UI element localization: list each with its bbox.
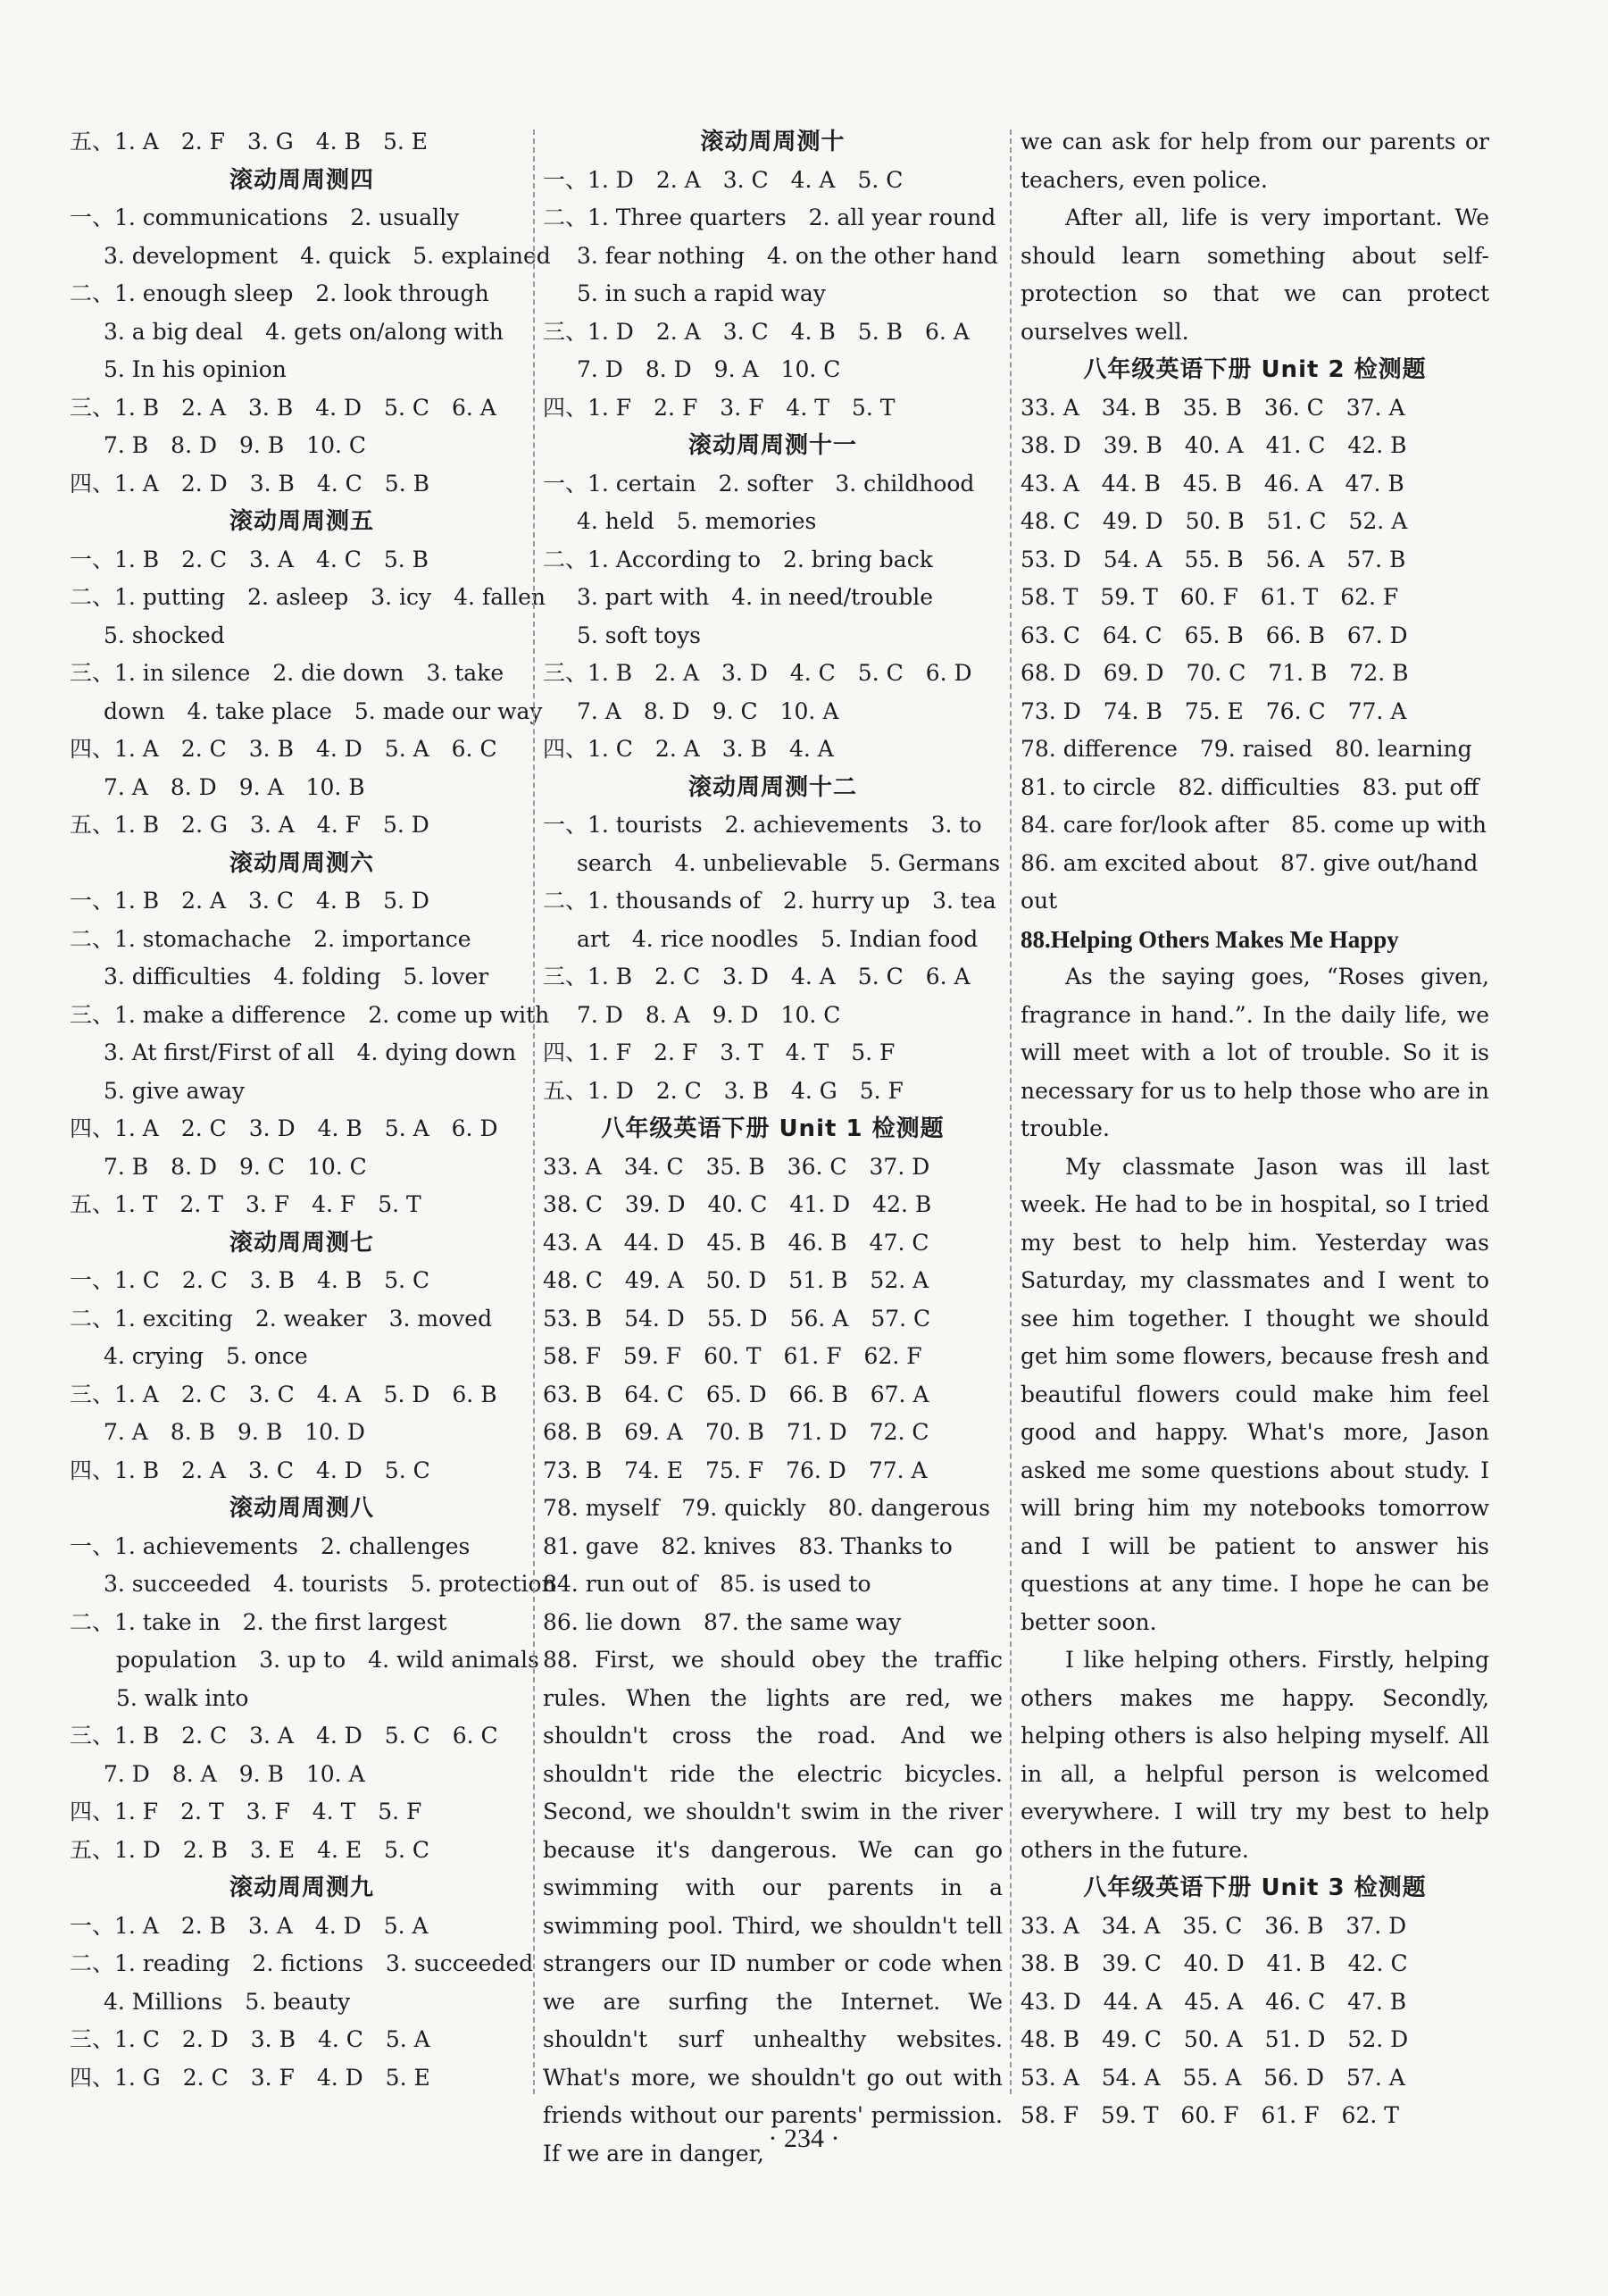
answer-line: 7. D 8. A 9. D 10. C bbox=[577, 1001, 841, 1028]
answer-line: 二、1. stomachache 2. importance bbox=[70, 925, 471, 952]
section-title: 滚动周周测十二 bbox=[687, 773, 857, 801]
section-title: 八年级英语下册 Unit 3 检测题 bbox=[1083, 1874, 1427, 1901]
answer-line: 63. C 64. C 65. B 66. B 67. D bbox=[1021, 622, 1408, 648]
answer-line: 三、1. D 2. A 3. C 4. B 5. B 6. A bbox=[543, 318, 970, 345]
page-number: · 234 · bbox=[768, 2124, 840, 2153]
answer-line: art 4. rice noodles 5. Indian food bbox=[577, 925, 979, 952]
answer-line: 四、1. A 2. D 3. B 4. C 5. B bbox=[70, 470, 429, 497]
answer-line: 73. B 74. E 75. F 76. D 77. A bbox=[543, 1457, 928, 1483]
answer-line: 4. held 5. memories bbox=[577, 508, 817, 534]
answer-line: 33. A 34. A 35. C 36. B 37. D bbox=[1021, 1912, 1407, 1939]
answer-line: 五、1. D 2. C 3. B 4. G 5. F bbox=[543, 1077, 904, 1104]
answer-line: 二、1. putting 2. asleep 3. icy 4. fallen bbox=[70, 584, 546, 610]
section-title: 滚动周周测十一 bbox=[687, 432, 857, 459]
answer-line: 四、1. F 2. F 3. T 4. T 5. F bbox=[543, 1039, 896, 1065]
answer-line: 86. am excited about 87. give out/hand bbox=[1021, 849, 1479, 876]
answer-line: 78. difference 79. raised 80. learning bbox=[1021, 736, 1472, 762]
answer-line: 48. C 49. D 50. B 51. C 52. A bbox=[1021, 508, 1408, 534]
answer-column-middle bbox=[543, 123, 1003, 2173]
answer-line: 58. T 59. T 60. F 61. T 62. F bbox=[1021, 584, 1399, 610]
answer-line: 四、1. F 2. F 3. F 4. T 5. T bbox=[543, 394, 896, 421]
answer-line: 58. F 59. T 60. F 61. F 62. T bbox=[1021, 2102, 1399, 2128]
section-title: 滚动周周测七 bbox=[229, 1229, 374, 1257]
answer-line: 5. soft toys bbox=[577, 622, 701, 648]
answer-line: 5. In his opinion bbox=[104, 356, 287, 382]
essay-paragraph: After all, life is very important. We should learn something about self-protection so that we can protect ourselves well. bbox=[1021, 205, 1489, 345]
answer-line: 5. in such a rapid way bbox=[577, 280, 826, 306]
answer-line: 5. give away bbox=[104, 1077, 245, 1104]
answer-line: 7. D 8. A 9. B 10. A bbox=[104, 1760, 365, 1787]
answer-line: 一、1. B 2. A 3. C 4. B 5. D bbox=[70, 888, 429, 914]
answer-line: 二、1. enough sleep 2. look through bbox=[70, 280, 489, 306]
answer-line: 38. C 39. D 40. C 41. D 42. B bbox=[543, 1191, 932, 1217]
answer-line: 三、1. C 2. D 3. B 4. C 5. A bbox=[70, 2026, 430, 2052]
answer-line: 一、1. C 2. C 3. B 4. B 5. C bbox=[70, 1267, 430, 1293]
answer-line: 3. part with 4. in need/trouble bbox=[577, 584, 934, 610]
answer-line: 一、1. A 2. B 3. A 4. D 5. A bbox=[70, 1912, 429, 1939]
essay-paragraph: As the saying goes, “Roses given, fragrance in hand.”. In the daily life, we will meet with a lot of trouble. So it is necessary for us to help those who are in trouble. bbox=[1021, 964, 1489, 1141]
answer-line: 二、1. exciting 2. weaker 3. moved bbox=[70, 1305, 493, 1332]
section-title: 滚动周周测五 bbox=[229, 508, 374, 535]
answer-line: 68. D 69. D 70. C 71. B 72. B bbox=[1021, 660, 1409, 686]
column-divider bbox=[1010, 129, 1012, 2094]
section-title: 八年级英语下册 Unit 1 检测题 bbox=[601, 1115, 945, 1142]
answer-line: 7. D 8. D 9. A 10. C bbox=[577, 356, 841, 382]
answer-line: 一、1. certain 2. softer 3. childhood bbox=[543, 470, 975, 497]
answer-line: 4. Millions 5. beauty bbox=[104, 1988, 351, 2015]
answer-line: 53. D 54. A 55. B 56. A 57. B bbox=[1021, 546, 1406, 572]
column-divider bbox=[533, 129, 535, 2094]
answer-line: 二、1. reading 2. fictions 3. succeeded bbox=[70, 1950, 534, 1976]
answer-line: 7. A 8. D 9. C 10. A bbox=[577, 697, 839, 724]
answer-line: 五、1. T 2. T 3. F 4. F 5. T bbox=[70, 1191, 421, 1217]
answer-line: 38. B 39. C 40. D 41. B 42. C bbox=[1021, 1950, 1408, 1976]
answer-line: 38. D 39. B 40. A 41. C 42. B bbox=[1021, 432, 1407, 458]
answer-line: 三、1. in silence 2. die down 3. take bbox=[70, 660, 504, 686]
answer-line: 63. B 64. C 65. D 66. B 67. A bbox=[543, 1381, 929, 1407]
answer-line: 73. D 74. B 75. E 76. C 77. A bbox=[1021, 697, 1407, 724]
answer-line: 四、1. F 2. T 3. F 4. T 5. F bbox=[70, 1799, 422, 1824]
answer-line: 33. A 34. C 35. B 36. C 37. D bbox=[543, 1153, 930, 1180]
answer-line: 3. fear nothing 4. on the other hand bbox=[577, 242, 998, 269]
answer-line: out bbox=[1021, 888, 1058, 914]
answer-line: 7. B 8. D 9. B 10. C bbox=[104, 432, 367, 458]
answer-line: 四、1. B 2. A 3. C 4. D 5. C bbox=[70, 1457, 430, 1483]
section-title: 八年级英语下册 Unit 2 检测题 bbox=[1083, 356, 1427, 383]
answer-line: 3. succeeded 4. tourists 5. protection bbox=[104, 1571, 556, 1597]
answer-line: 43. A 44. B 45. B 46. A 47. B bbox=[1021, 470, 1404, 497]
answer-line: 三、1. B 2. C 3. D 4. A 5. C 6. A bbox=[543, 964, 971, 989]
answer-line: 四、1. A 2. C 3. B 4. D 5. A 6. C bbox=[70, 736, 497, 762]
section-title: 滚动周周测九 bbox=[229, 1874, 374, 1901]
answer-line: 二、1. Three quarters 2. all year round bbox=[543, 205, 996, 230]
answer-line: 84. care for/look after 85. come up with bbox=[1021, 812, 1487, 838]
section-title: 滚动周周测六 bbox=[229, 849, 374, 877]
answer-line: 四、1. G 2. C 3. F 4. D 5. E bbox=[70, 2064, 430, 2091]
answer-line: 53. B 54. D 55. D 56. A 57. C bbox=[543, 1305, 931, 1332]
answer-line: 3. a big deal 4. gets on/along with bbox=[104, 318, 504, 345]
answer-line: 一、1. B 2. C 3. A 4. C 5. B bbox=[70, 546, 429, 572]
answer-line: 43. D 44. A 45. A 46. C 47. B bbox=[1021, 1988, 1407, 2015]
answer-column-right bbox=[1021, 123, 1489, 2135]
answer-line: population 3. up to 4. wild animals bbox=[116, 1647, 539, 1673]
answer-line: 84. run out of 85. is used to bbox=[543, 1571, 871, 1597]
answer-line: 二、1. According to 2. bring back bbox=[543, 546, 933, 572]
answer-line: 33. A 34. B 35. B 36. C 37. A bbox=[1021, 394, 1405, 421]
answer-line: 43. A 44. D 45. B 46. B 47. C bbox=[543, 1229, 929, 1256]
answer-line: 81. to circle 82. difficulties 83. put off bbox=[1021, 773, 1479, 800]
answer-line: 一、1. tourists 2. achievements 3. to bbox=[543, 812, 982, 838]
answer-line: 58. F 59. F 60. T 61. F 62. F bbox=[543, 1343, 922, 1369]
answer-line: search 4. unbelievable 5. Germans bbox=[577, 849, 1001, 876]
answer-line: 7. A 8. B 9. B 10. D bbox=[104, 1419, 365, 1445]
answer-line: 48. B 49. C 50. A 51. D 52. D bbox=[1021, 2026, 1409, 2052]
answer-line: down 4. take place 5. made our way bbox=[104, 697, 543, 724]
section-title: 滚动周周测四 bbox=[229, 166, 374, 194]
answer-line: 三、1. A 2. C 3. C 4. A 5. D 6. B bbox=[70, 1381, 497, 1407]
answer-line: 3. difficulties 4. folding 5. lover bbox=[104, 964, 489, 989]
answer-column-left bbox=[70, 123, 556, 2097]
section-title: 滚动周周测十 bbox=[700, 129, 846, 155]
answer-line: 4. crying 5. once bbox=[104, 1343, 308, 1369]
answer-line: 48. C 49. A 50. D 51. B 52. A bbox=[543, 1267, 929, 1293]
answer-line: 三、1. make a difference 2. come up with bbox=[70, 1001, 550, 1028]
essay-paragraph: My classmate Jason was ill last week. He had to be in hospital, so I tried my best to help him. Yesterday was Saturday, my classmates and I went to see him together. I thought we should get him some flowers, because fresh and beautiful flowers could make him feel good and happy. What's more, Jason asked me some questions about study. I will bring him my notebooks tomorrow and I will be patient to answer his questions at any time. I hope he can be better soon. bbox=[1021, 1153, 1489, 1635]
answer-line: 五、1. B 2. G 3. A 4. F 5. D bbox=[70, 812, 429, 838]
answer-line: 一、1. communications 2. usually bbox=[70, 205, 460, 230]
answer-line: 三、1. B 2. A 3. B 4. D 5. C 6. A bbox=[70, 394, 496, 421]
answer-line: 五、1. A 2. F 3. G 4. B 5. E bbox=[70, 129, 428, 154]
answer-line: 81. gave 82. knives 83. Thanks to bbox=[543, 1532, 953, 1559]
answer-line: 一、1. achievements 2. challenges bbox=[70, 1532, 471, 1559]
essay-paragraph: 88. First, we should obey the traffic rules. When the lights are red, we shouldn't cross the road. And we shouldn't ride the electric bicycles. Second, we shouldn't swim in the river because it's dangerous. We can go swimming with our parents in a swimming pool. Third, we shouldn't tell strangers our ID number or code when we are surfing the Internet. We shouldn't surf unhealthy websites. What's more, we shouldn't go out with friends without our parents' permission. If we are in danger, bbox=[543, 1647, 1003, 2167]
answer-line: 5. shocked bbox=[104, 622, 225, 648]
answer-line: 78. myself 79. quickly 80. dangerous bbox=[543, 1495, 990, 1521]
section-title: 滚动周周测八 bbox=[229, 1495, 374, 1522]
answer-line: 一、1. D 2. A 3. C 4. A 5. C bbox=[543, 166, 904, 193]
answer-line: 五、1. D 2. B 3. E 4. E 5. C bbox=[70, 1836, 430, 1863]
answer-line: 四、1. C 2. A 3. B 4. A bbox=[543, 736, 834, 762]
essay-title: 88.Helping Others Makes Me Happy bbox=[1021, 925, 1399, 953]
answer-line: 7. A 8. D 9. A 10. B bbox=[104, 773, 365, 800]
answer-line: 68. B 69. A 70. B 71. D 72. C bbox=[543, 1419, 929, 1445]
answer-line: 二、1. thousands of 2. hurry up 3. tea bbox=[543, 888, 996, 914]
answer-line: 5. walk into bbox=[116, 1684, 249, 1711]
answer-line: 二、1. take in 2. the first largest bbox=[70, 1608, 447, 1635]
essay-paragraph: I like helping others. Firstly, helping others makes me happy. Secondly, helping others is also helping myself. All in all, a helpful person is welcomed everywhere. I will try my best to help others in the future. bbox=[1021, 1647, 1489, 1863]
answer-line: 86. lie down 87. the same way bbox=[543, 1608, 902, 1635]
answer-line: 3. At first/First of all 4. dying down bbox=[104, 1039, 517, 1065]
answer-line: 53. A 54. A 55. A 56. D 57. A bbox=[1021, 2064, 1405, 2091]
answer-line: 3. development 4. quick 5. explained bbox=[104, 242, 551, 269]
answer-line: 四、1. A 2. C 3. D 4. B 5. A 6. D bbox=[70, 1115, 498, 1141]
essay-paragraph: we can ask for help from our parents or teachers, even police. bbox=[1021, 129, 1489, 193]
answer-line: 三、1. B 2. C 3. A 4. D 5. C 6. C bbox=[70, 1723, 498, 1749]
answer-line: 三、1. B 2. A 3. D 4. C 5. C 6. D bbox=[543, 660, 972, 686]
answer-line: 7. B 8. D 9. C 10. C bbox=[104, 1153, 367, 1180]
